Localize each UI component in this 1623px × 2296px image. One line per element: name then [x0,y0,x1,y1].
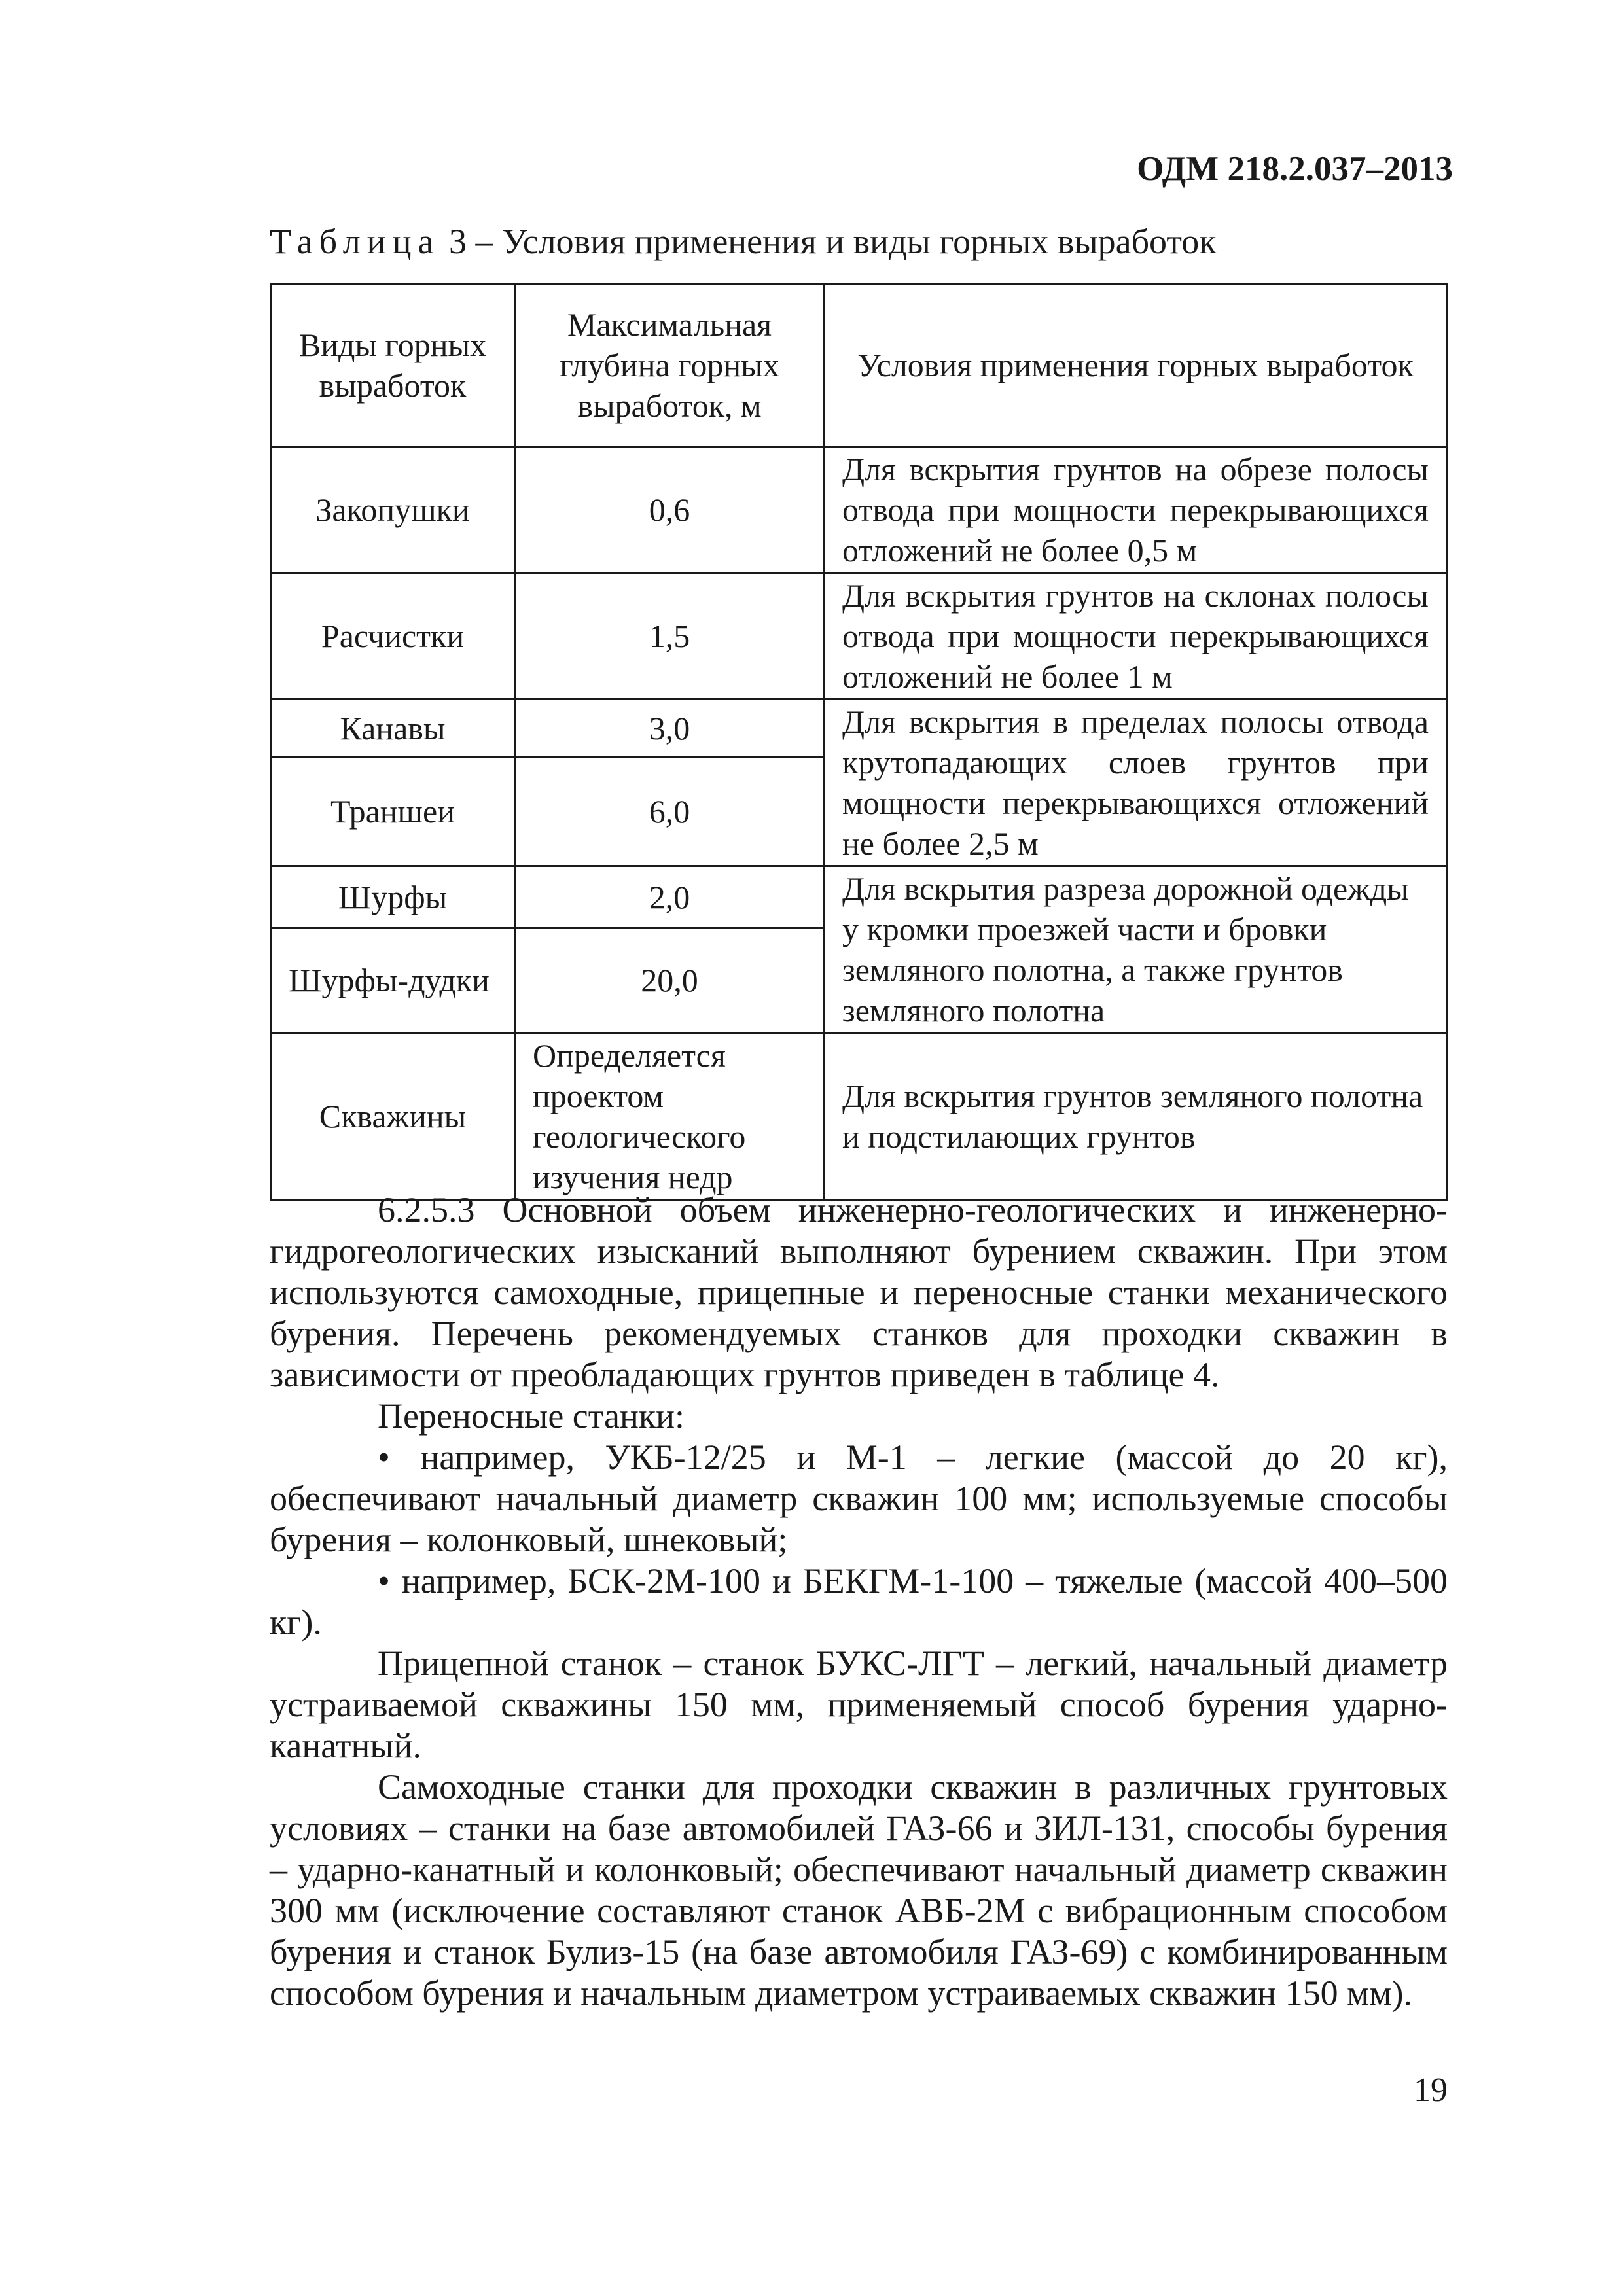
cell-workings-type: Шурфы [271,866,515,928]
cell-max-depth: 6,0 [515,757,825,866]
paragraph-self-propelled-rigs: Самоходные станки для проходки скважин в различных грунтовых условиях – станки на базе автомобилей ГАЗ-66 и ЗИЛ-131, способы бурения – ударно-канатный и колонковый; обеспечивают начальный диаметр скважин 300 мм (исключение составляют станок АВБ-2М с вибрационным способом бурения и станок Булиз-15 (на базе автомобиля ГАЗ-69) с комбинированным способом бурения и начальным диаметром устраиваемых скважин 150 мм). [270,1767,1448,2013]
cell-conditions: Для вскрытия грунтов на обрезе полосы отвода при мощности перекрывающихся отложений не более 0,5 м [825,447,1447,573]
table-caption [270,221,1382,262]
header-workings-type: Виды горных выработок [271,284,515,447]
table-row [271,1033,1447,1200]
cell-max-depth: 0,6 [515,447,825,573]
cell-max-depth: 3,0 [515,699,825,757]
cell-workings-type: Траншеи [271,757,515,866]
cell-workings-type: Расчистки [271,573,515,699]
bullet-light-rigs: • например, УКБ-12/25 и М-1 – легкие (массой до 20 кг), обеспечивают начальный диаметр скважин 100 мм; используемые способы бурения – колонковый, шнековый; [270,1438,1448,1559]
table-caption-title: 3 – Условия применения и виды горных выработок [440,222,1217,261]
bullet-heavy-rigs: • например, БСК-2М-100 и БЕКГМ-1-100 – тяжелые (массой 400–500 кг). [270,1561,1448,1642]
paragraph-portable-rigs: Переносные станки: [378,1396,685,1436]
cell-workings-type: Скважины [271,1033,515,1200]
cell-conditions: Для вскрытия разреза дорожной одежды у кромки проезжей части и бровки земляного полотна, а также грунтов земляного полотна [825,866,1447,1033]
table-row [271,866,1447,928]
paragraph-trailed-rig: Прицепной станок – станок БУКС-ЛГТ – легкий, начальный диаметр устраиваемой скважины 150 мм, применяемый способ бурения ударно-канатный. [270,1644,1448,1765]
table-row [271,573,1447,699]
cell-conditions: Для вскрытия в пределах полосы отвода крутопадающих слоев грунтов при мощности перекрывающихся отложений не более 2,5 м [825,699,1447,866]
table-caption-label: Таблица [270,222,440,261]
cell-workings-type: Канавы [271,699,515,757]
cell-workings-type: Закопушки [271,447,515,573]
document-code: ОДМ 218.2.037–2013 [1137,150,1453,188]
cell-max-depth: Определяется проектом геологического изучения недр [515,1033,825,1200]
page-number: 19 [1414,2072,1448,2109]
cell-workings-type: Шурфы-дудки [271,928,515,1033]
cell-max-depth: 20,0 [515,928,825,1033]
table-row [271,699,1447,757]
table-row [271,447,1447,573]
cell-max-depth: 1,5 [515,573,825,699]
cell-conditions: Для вскрытия грунтов земляного полотна и подстилающих грунтов [825,1033,1447,1200]
cell-conditions: Для вскрытия грунтов на склонах полосы отвода при мощности перекрывающихся отложений не более 1 м [825,573,1447,699]
body-text [270,1190,1448,2014]
header-conditions: Условия применения горных выработок [825,284,1447,447]
mining-workings-table [270,283,1448,1201]
header-max-depth: Максимальная глубина горных выработок, м [515,284,825,447]
cell-max-depth: 2,0 [515,866,825,928]
paragraph-6-2-5-3: 6.2.5.3 Основной объем инженерно-геологических и инженерно-гидрогеологических изысканий выполняют бурением скважин. При этом используются самоходные, прицепные и переносные станки механического бурения. Перечень рекомендуемых станков для проходки скважин в зависимости от преобладающих грунтов приведен в таблице 4. [270,1190,1448,1394]
table-header-row [271,284,1447,447]
